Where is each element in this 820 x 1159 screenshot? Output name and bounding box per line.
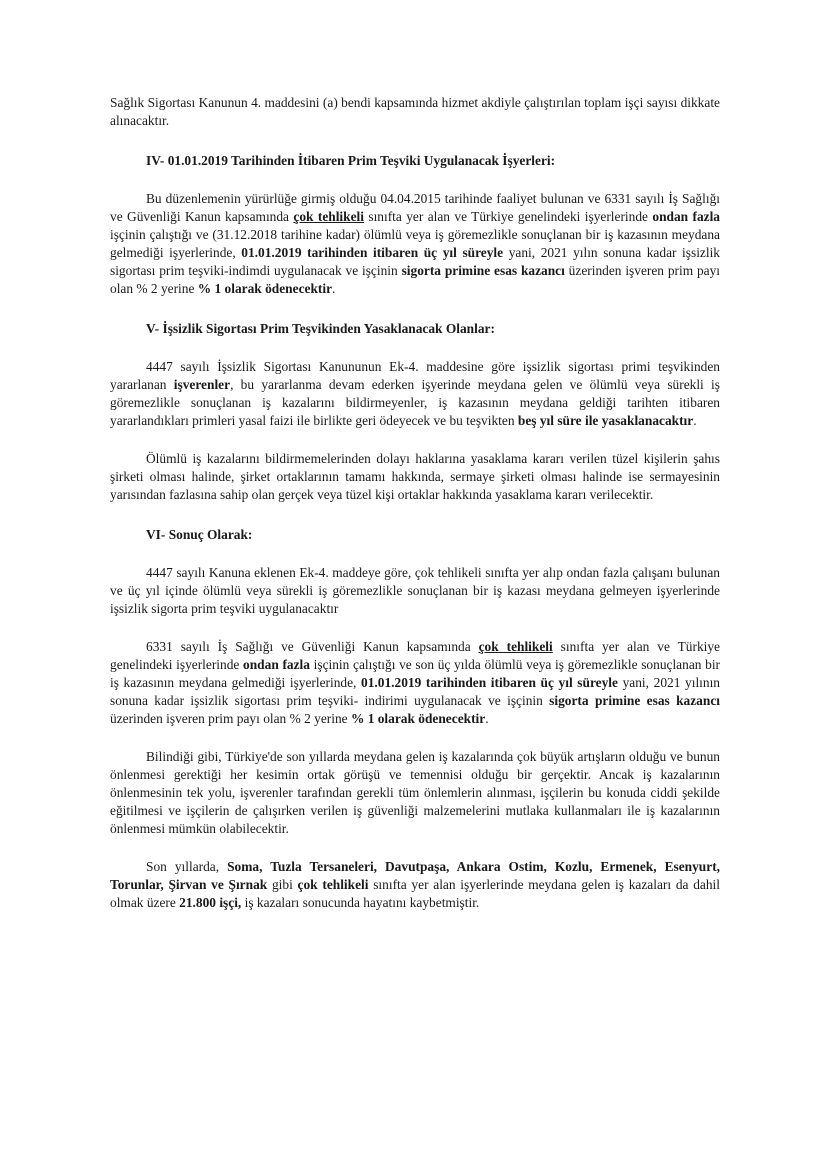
emphasis-more-than-ten: ondan fazla <box>652 209 721 224</box>
emphasis-one-percent: % 1 olarak ödenecektir <box>350 711 486 726</box>
emphasis-very-dangerous: çok tehlikeli <box>293 209 364 224</box>
emphasis-accident-locations: Soma, Tuzla Tersaneleri, Davutpaşa, Ankara Ostim, Kozlu, Ermenek, Esenyurt, Torunlar, Şirvan ve Şırnak <box>110 859 720 892</box>
emphasis-date-period: 01.01.2019 tarihinden itibaren üç yıl süreyle <box>361 675 618 690</box>
emphasis-more-than-ten: ondan fazla <box>243 657 310 672</box>
section-6-paragraph-4: Son yıllarda, Soma, Tuzla Tersaneleri, Davutpaşa, Ankara Ostim, Kozlu, Ermenek, Esenyurt, Torunlar, Şirvan ve Şırnak gibi çok tehlikeli sınıfta yer alan işyerlerinde meydana gelen iş kazaları da dahil olmak üzere 21.800 işçi, iş kazaları sonucunda hayatını kaybetmiştir. <box>110 859 720 910</box>
section-5-heading: V- İşsizlik Sigortası Prim Teşvikinden Yasaklanacak Olanlar: <box>146 321 495 336</box>
emphasis-very-dangerous-bold: çok tehlikeli <box>297 877 369 892</box>
section-6-paragraph-1: 4447 sayılı Kanuna eklenen Ek-4. maddeye göre, çok tehlikeli sınıfta yer alıp ondan fazla çalışanı bulunan ve üç yıl içinde ölümlü veya sürekli iş göremezlikle sonuçlanan bir iş kazası meydana gelmeyen işyerlerinde işsizlik sigorta prim teşviki uygulanacaktır <box>110 565 720 616</box>
section-6-heading: VI- Sonuç Olarak: <box>146 527 253 542</box>
section-6-paragraph-3: Bilindiği gibi, Türkiye'de son yıllarda meydana gelen iş kazalarında çok büyük artışların olduğu ve bunun önlenmesi gerektiği her kesimin ortak görüşü ve temennisi olduğu bir gerçektir. Ancak iş kazalarının önlenmesinin tek yolu, işverenler tarafından gerekli tüm önlemlerin alınması, işçilerin bu konuda ciddi şekilde eğitilmesi ve işçilerin de çalışırken verilen iş güvenliği malzemelerini mutlaka kullanmaları ile iş kazalarının önlenmesi mümkün olabilecektir. <box>110 749 720 836</box>
emphasis-worker-count: 21.800 işçi, <box>179 895 242 910</box>
section-4-heading: IV- 01.01.2019 Tarihinden İtibaren Prim Teşviki Uygulanacak İşyerleri: <box>146 153 556 168</box>
emphasis-insurance-earnings: sigorta primine esas kazancı <box>549 693 720 708</box>
emphasis-insurance-earnings: sigorta primine esas kazancı <box>401 263 565 278</box>
emphasis-five-year-ban: beş yıl süre ile yasaklanacaktır <box>517 413 694 428</box>
emphasis-employers: işverenler <box>173 377 231 392</box>
section-6-paragraph-2: 6331 sayılı İş Sağlığı ve Güvenliği Kanun kapsamında çok tehlikeli sınıfta yer alan ve Türkiye genelindeki işyerlerinde ondan fazla işçinin çalıştığı ve son üç yılda ölümlü veya iş göremezlikle sonuçlanan bir iş kazasının meydana gelmediği işyerlerinde, 01.01.2019 tarihinden itibaren üç yıl süreyle yani, 2021 yılının sonuna kadar işsizlik sigortası prim teşviki- indirimi uygulanacak ve işçinin sigorta primine esas kazancı üzerinden işveren prim payı olan % 2 yerine % 1 olarak ödenecektir. <box>110 639 721 726</box>
intro-paragraph: Sağlık Sigortası Kanunun 4. maddesini (a) bendi kapsamında hizmet akdiyle çalıştırılan toplam işçi sayısı dikkate alınacaktır. <box>110 95 720 128</box>
emphasis-very-dangerous: çok tehlikeli <box>478 639 553 654</box>
section-5-paragraph-2: Ölümlü iş kazalarını bildirmemelerinden dolayı haklarına yasaklama kararı verilen tüzel kişilerin şahıs şirketi olması halinde, şirket ortaklarının tamamı hakkında, sermaye şirketi olması halinde ise sermayesinin yarısından fazlasına sahip olan gerçek veya tüzel kişi ortaklar hakkında yasaklama kararı verilecektir. <box>110 451 720 502</box>
section-4-paragraph-1: Bu düzenlemenin yürürlüğe girmiş olduğu 04.04.2015 tarihinde faaliyet bulunan ve 6331 sayılı İş Sağlığı ve Güvenliği Kanun kapsamında çok tehlikeli sınıfta yer alan ve Türkiye genelindeki işyerlerinde ondan fazla işçinin çalıştığı ve (31.12.2018 tarihine kadar) ölümlü veya iş göremezlikle sonuçlanan bir iş kazasının meydana gelmediği işyerlerinde, 01.01.2019 tarihinden itibaren üç yıl süreyle yani, 2021 yılın sonuna kadar işsizlik sigortası prim teşviki-indimdi uygulanacak ve işçinin sigorta primine esas kazancı üzerinden işveren prim payı olan % 2 yerine % 1 olarak ödenecektir. <box>110 191 721 296</box>
section-5-paragraph-1: 4447 sayılı İşsizlik Sigortası Kanununun Ek-4. maddesine göre işsizlik sigortası primi teşvikinden yararlanan işverenler, bu yararlanma devam ederken işyerinde meydana gelen ve ölümlü veya sürekli iş göremezlikle sonuçlanan iş kazalarını bildirmeyenler, iş kazasının meydana geldiği tarihten itibaren yararlandıkları primleri yasal faizi ile birlikte geri ödeyecek ve bu teşvikten beş yıl süre ile yasaklanacaktır. <box>110 359 720 428</box>
emphasis-one-percent: % 1 olarak ödenecektir <box>197 281 333 296</box>
emphasis-date-period: 01.01.2019 tarihinden itibaren üç yıl süreyle <box>241 245 504 260</box>
